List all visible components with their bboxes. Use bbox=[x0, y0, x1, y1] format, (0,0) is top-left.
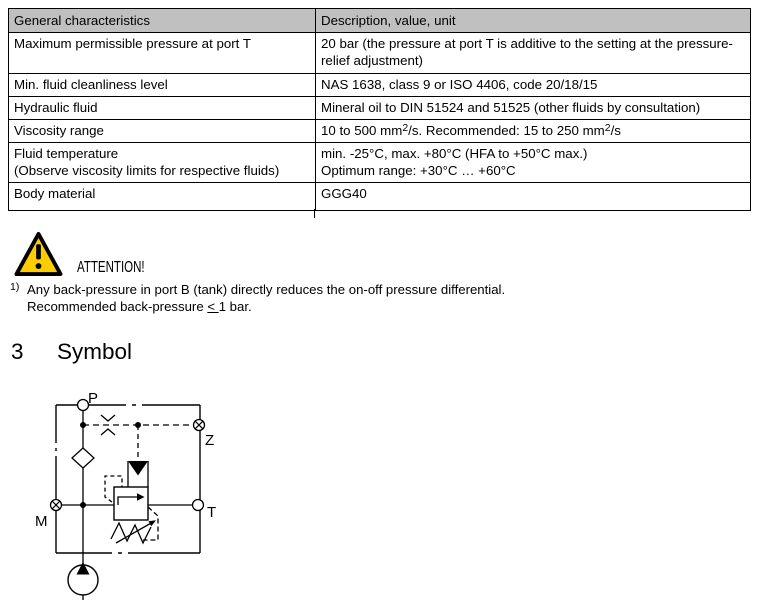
section-title: Symbol bbox=[57, 339, 133, 364]
header-description-value-unit: Description, value, unit bbox=[316, 9, 751, 33]
char-label: Hydraulic fluid bbox=[9, 97, 316, 120]
footnote-line-2: Recommended back-pressure < 1 bar. bbox=[27, 299, 252, 314]
relief-valve-box bbox=[114, 487, 148, 520]
check-valve-icon bbox=[72, 448, 94, 468]
header-general-characteristics: General characteristics bbox=[9, 9, 316, 33]
warning-triangle-icon bbox=[14, 231, 63, 277]
table-row bbox=[9, 33, 751, 74]
table-row bbox=[9, 74, 751, 97]
table-divider-stub bbox=[314, 209, 315, 218]
table-row bbox=[9, 143, 751, 183]
junction-dot bbox=[135, 422, 141, 428]
char-label: Fluid temperature (Observe viscosity limits for respective fluids) bbox=[9, 143, 316, 183]
orifice-icon bbox=[101, 415, 115, 421]
char-label: Maximum permissible pressure at port T bbox=[9, 33, 316, 74]
port-label-m: M bbox=[35, 513, 48, 530]
general-characteristics-table bbox=[8, 8, 751, 211]
char-value: Mineral oil to DIN 51524 and 51525 (other fluids by consultation) bbox=[316, 97, 751, 120]
table-row bbox=[9, 183, 751, 211]
junction-dot bbox=[80, 502, 86, 508]
section-number: 3 bbox=[11, 339, 24, 364]
char-label: Viscosity range bbox=[9, 120, 316, 143]
char-value: 20 bar (the pressure at port T is additive to the setting at the pressure-relief adjustment) bbox=[316, 33, 751, 74]
port-label-p: P bbox=[88, 390, 99, 407]
table-row bbox=[9, 120, 751, 143]
port-p-circle bbox=[78, 400, 89, 411]
table-row bbox=[9, 97, 751, 120]
superscript: 2 bbox=[402, 121, 409, 134]
port-label-z: Z bbox=[205, 432, 215, 449]
arrowhead bbox=[149, 520, 157, 526]
char-value: GGG40 bbox=[316, 183, 751, 211]
port-label-t: T bbox=[207, 504, 217, 521]
junction-dot bbox=[80, 422, 86, 428]
attention-title: ATTENTION! bbox=[77, 259, 145, 276]
table-header-row bbox=[9, 9, 751, 33]
char-value: min. -25°C, max. +80°C (HFA to +50°C max.) Optimum range: +30°C … +60°C bbox=[316, 143, 751, 183]
footnote-marker: 1) bbox=[10, 281, 20, 293]
pilot-triangle-icon bbox=[128, 461, 148, 476]
char-value: 10 to 500 $mm^2/s$. Recommended: 15 to 250 $mm^2/s$ bbox=[316, 120, 751, 143]
superscript: 2 bbox=[604, 121, 611, 134]
orifice-icon bbox=[101, 429, 115, 435]
char-label: Body material bbox=[9, 183, 316, 211]
less-equal-sign: < bbox=[207, 299, 219, 314]
char-label: Min. fluid cleanliness level bbox=[9, 74, 316, 97]
footnote-line-1: Any back-pressure in port B (tank) directly reduces the on-off pressure differential. bbox=[27, 282, 506, 297]
port-t-circle bbox=[193, 500, 204, 511]
hydraulic-symbol-diagram bbox=[0, 390, 260, 600]
char-value: NAS 1638, class 9 or ISO 4406, code 20/18/15 bbox=[316, 74, 751, 97]
